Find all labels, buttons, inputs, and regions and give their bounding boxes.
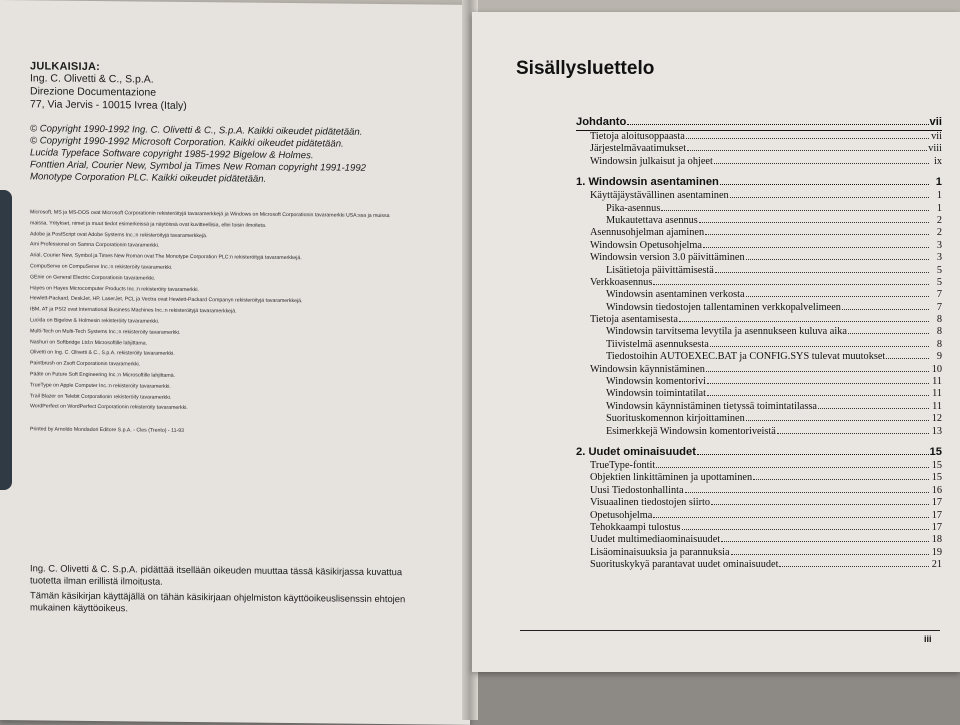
toc-page-number: ix <box>933 155 942 167</box>
trademark-line: TrueType on Apple Computer Inc.:n rekisteröity tavaramerkki. <box>30 382 171 390</box>
toc-label: Suorituskykyä parantavat uudet ominaisuudet <box>590 559 779 571</box>
toc-label: Opetusohjelma <box>590 509 653 521</box>
toc-leader-dots <box>730 197 929 198</box>
toc-page-number: 18 <box>931 534 942 546</box>
left-page-content <box>30 60 440 436</box>
toc-entry <box>576 265 942 277</box>
toc-leader-dots <box>685 492 929 493</box>
toc-entry <box>576 351 942 363</box>
toc-chapter <box>576 446 942 460</box>
copyright-block <box>30 123 440 187</box>
trademark-line: CompuServe on CompuServe Inc.:n rekisteröity tavaramerkki. <box>30 263 173 271</box>
trademark-line: Nashuri on Softbridge Ltd:n Microsoftille lahjittama. <box>30 338 148 347</box>
trademark-line: Microsoft, MS ja MS-DOS ovat Microsoft Corporationin rekisteröityjä tavaramerkkejä ja Windows on Microsoft Corporationin tavaramerkki USA:ssa ja muissa <box>30 209 390 220</box>
toc-label: Windowsin asentaminen verkosta <box>606 289 745 301</box>
publisher-line: 77, Via Jervis - 10015 Ivrea (Italy) <box>30 98 187 112</box>
copyright-line: Lucida Typeface Software copyright 1985-1992 Bigelow & Holmes. <box>30 147 314 162</box>
toc-label: Uudet multimediaominaisuudet <box>590 534 721 546</box>
toc-page-number: 16 <box>931 484 942 496</box>
toc-leader-dots <box>715 272 929 273</box>
toc-entry <box>576 388 942 400</box>
toc-leader-dots <box>721 541 929 542</box>
toc-label: Järjestelmävaatimukset <box>590 143 687 155</box>
trademark-line: Ami Professional on Samna Corporationin tavaramerkki. <box>30 241 160 250</box>
toc-page-number: 2 <box>936 227 942 239</box>
toc-label: Visuaalinen tiedostojen siirto <box>590 497 711 509</box>
toc-page-number: 19 <box>931 546 942 558</box>
toc-entry <box>576 240 942 252</box>
toc-page-number: 13 <box>931 425 942 437</box>
toc-label: Windowsin julkaisut ja ohjeet <box>590 155 713 167</box>
toc-leader-dots <box>679 321 929 322</box>
toc-page-number: 15 <box>929 445 942 458</box>
toc-leader-dots <box>707 395 929 396</box>
toc-entry <box>576 190 942 202</box>
trademark-line: IBM, AT ja PS/2 ovat International Business Machines Inc.:n rekisteröityjä tavaramerkkejä. <box>30 306 237 315</box>
toc-label: Windowsin käynnistäminen <box>590 363 705 375</box>
toc-label: Asennusohjelman ajaminen <box>590 227 705 239</box>
toc-entry <box>576 277 942 289</box>
trademark-line: Arial, Courier New, Symbol ja Times New Roman ovat The Monotype Corporation PLC:n rekisteröityjä tavaramerkkejä. <box>30 252 302 262</box>
copyright-line: Monotype Corporation PLC. Kaikki oikeudet pidätetään. <box>30 171 267 185</box>
toc-leader-dots <box>703 247 929 248</box>
trademark-line: Multi-Tech on Multi-Tech Systems Inc.:n rekisteröity tavaramerkki. <box>30 328 181 336</box>
toc-page-number: vii <box>931 131 942 142</box>
toc-label: Uusi Tiedostonhallinta <box>590 484 684 496</box>
toc-page-number: vii <box>929 116 942 128</box>
toc-page-number: 17 <box>931 497 942 509</box>
toc-leader-dots <box>653 517 929 518</box>
rights-paragraph: Tämän käsikirjan käyttäjällä on tähän käsikirjaan ohjelmiston käyttöoikeuslisenssin ehtojen mukainen käyttöoikeus. <box>30 589 406 613</box>
toc-label: Esimerkkejä Windowsin komentoriveistä <box>606 425 776 437</box>
toc-leader-dots <box>779 566 929 567</box>
toc-label: Tiivistelmä asennuksesta <box>606 338 709 350</box>
trademark-line: Lucida on Bigelow & Holmesin rekisteröity tavaramerkki. <box>30 317 160 325</box>
toc-spacer <box>576 168 942 176</box>
toc-label: Windowsin tiedostojen tallentaminen verkkopalvelimeen <box>606 301 841 313</box>
toc-label: Suorituskomennon kirjoittaminen <box>606 413 745 425</box>
publisher-block <box>30 72 440 115</box>
toc-label: TrueType-fontit <box>590 459 656 471</box>
trademark-line: maissa. Yritykset, nimet ja muut tiedot esimerkeissä ja näytöissä ovat kuvitteellisia, ellei toisin ilmoiteta. <box>30 220 267 229</box>
toc-leader-dots <box>848 333 929 334</box>
toc-entry <box>576 156 942 168</box>
toc-page-number: 1 <box>935 176 942 189</box>
toc-leader-dots <box>746 259 929 260</box>
toc-page-number: 17 <box>931 509 942 521</box>
rights-notice <box>30 562 420 620</box>
toc-label: Windowsin tarvitsema levytila ja asennukseen kuluva aika <box>606 326 847 338</box>
toc-leader-dots <box>699 222 929 223</box>
toc-entry <box>576 401 942 413</box>
toc-leader-dots <box>842 309 929 310</box>
toc-entry <box>576 559 942 571</box>
publisher-title: JULKAISIJA: <box>30 60 101 74</box>
toc-leader-dots <box>707 383 929 384</box>
toc-entry <box>576 364 942 376</box>
toc-label: Johdanto <box>576 116 627 128</box>
toc-page-number: 17 <box>931 521 942 533</box>
toc-entry <box>576 252 942 264</box>
toc-label: Mukautettava asennus <box>606 214 698 226</box>
toc-page-number: 2 <box>936 214 942 226</box>
toc-leader-dots <box>731 554 929 555</box>
toc-page-number: 11 <box>932 388 942 400</box>
right-page <box>472 12 960 672</box>
toc-entry <box>576 510 942 522</box>
toc-page-number: 7 <box>936 289 942 301</box>
publisher-line: Direzione Documentazione <box>30 85 157 99</box>
copyright-line: Fonttien Arial, Courier New, Symbol ja Times New Roman copyright 1991-1992 <box>30 159 367 174</box>
toc-page-number: 15 <box>931 459 942 471</box>
toc-leader-dots <box>777 433 929 434</box>
toc-entry <box>576 472 942 484</box>
toc-entry <box>576 376 942 388</box>
trademark-line: Trail Blazer on Telebit Corporationin rekisteröity tavaramerkki. <box>30 392 172 401</box>
toc-chapter <box>576 176 942 190</box>
toc-label: 2. Uudet ominaisuudet <box>576 445 696 458</box>
toc-entry <box>576 215 942 227</box>
toc-entry <box>576 227 942 239</box>
toc-label: Lisätietoja päivittämisestä <box>606 264 714 276</box>
page-number: iii <box>924 634 932 644</box>
toc-page-number: 11 <box>932 400 942 412</box>
trademark-line: Paintbrush on Zsoft Corporationin tavaramerkki. <box>30 360 141 368</box>
toc-page-number: 15 <box>931 472 942 484</box>
toc-page-number: 1 <box>936 202 942 214</box>
toc-leader-dots <box>661 210 929 211</box>
toc-leader-dots <box>746 420 929 421</box>
trademark-line: Olivetti on Ing. C. Olivetti & C., S.p.A. rekisteröity tavaramerkki. <box>30 349 175 358</box>
toc-entry <box>576 326 942 338</box>
toc-label: Verkkoasennus <box>590 276 653 288</box>
toc-label: Windowsin toimintatilat <box>606 388 706 400</box>
toc-page-number: 7 <box>936 301 942 313</box>
toc-label: Tietoja asentamisesta <box>590 314 678 326</box>
toc-label: Käyttäjäystävällinen asentaminen <box>590 190 729 202</box>
toc-spacer <box>576 438 942 446</box>
toc-page-number: 1 <box>936 190 942 202</box>
toc-page-number: 3 <box>936 239 942 251</box>
trademark-line: Hewlett-Packard, DeskJet, HP, LaserJet, PCL ja Vectra ovat Hewlett-Packard Companyn rekisteröityjä tavaramerkkejä. <box>30 295 303 305</box>
toc-leader-dots <box>653 284 929 285</box>
toc-entry <box>576 413 942 425</box>
toc-page-number: 3 <box>936 252 942 264</box>
toc-leader-dots <box>705 234 929 235</box>
copyright-line: © Copyright 1990-1992 Ing. C. Olivetti & C., S.p.A. Kaikki oikeudet pidätetään. <box>30 123 363 138</box>
toc-label: Tietoja aloitusoppaasta <box>590 131 685 142</box>
toc-leader-dots <box>711 504 929 505</box>
toc-page-number: 11 <box>932 376 942 388</box>
page-title: Sisällysluettelo <box>516 58 655 79</box>
toc-leader-dots <box>627 124 928 125</box>
trademark-line: Hayes on Hayes Microcomputer Products Inc.:n rekisteröity tavaramerkki. <box>30 284 199 293</box>
toc-label: Objektien linkittäminen ja upottaminen <box>590 472 753 484</box>
toc-entry <box>576 547 942 559</box>
divider <box>520 630 940 631</box>
toc-chapter <box>576 116 942 131</box>
toc-leader-dots <box>818 408 929 409</box>
toc-entry <box>576 522 942 534</box>
toc-label: Windowsin Opetusohjelma <box>590 239 702 251</box>
toc-leader-dots <box>687 150 927 151</box>
toc-entry <box>576 497 942 509</box>
toc-page-number: 12 <box>931 413 942 425</box>
toc-page-number: 10 <box>931 363 942 375</box>
trademark-list <box>30 207 430 416</box>
toc-page-number: 8 <box>936 338 942 350</box>
table-of-contents <box>576 116 942 572</box>
toc-leader-dots <box>682 529 929 530</box>
left-page <box>0 0 470 725</box>
trademark-line: WordPerfect on WordPerfect Corporationin rekisteröity tavaramerkki. <box>30 403 188 412</box>
toc-entry <box>576 143 942 155</box>
toc-page-number: viii <box>928 143 942 155</box>
publisher-line: Ing. C. Olivetti & C., S.p.A. <box>30 72 154 86</box>
toc-leader-dots <box>697 454 929 455</box>
toc-label: Windowsin käynnistäminen tietyssä toimintatilassa <box>606 400 817 412</box>
toc-label: 1. Windowsin asentaminen <box>576 176 719 189</box>
toc-label: Tehokkaampi tulostus <box>590 521 681 533</box>
toc-leader-dots <box>753 479 929 480</box>
toc-entry <box>576 203 942 215</box>
phone-edge <box>0 190 12 490</box>
toc-entry <box>576 131 942 143</box>
toc-entry <box>576 314 942 326</box>
toc-page-number: 5 <box>936 264 942 276</box>
toc-leader-dots <box>656 467 929 468</box>
trademark-line: Pääte on Future Soft Engineering Inc.:n Microsoftille lahjittamä. <box>30 371 176 379</box>
toc-label: Lisäominaisuuksia ja parannuksia <box>590 546 730 558</box>
toc-entry <box>576 534 942 546</box>
toc-leader-dots <box>886 358 929 359</box>
trademark-line: GEnie on General Electric Corporationin tavaramerkki. <box>30 274 156 282</box>
toc-page-number: 8 <box>936 326 942 338</box>
toc-leader-dots <box>686 138 929 139</box>
toc-label: Windowsin komentorivi <box>606 376 706 388</box>
rights-paragraph: Ing. C. Olivetti & C. S.p.A. pidättää itsellään oikeuden muuttaa tässä käsikirjassa kuvattua tuotetta ilman erillistä ilmoitusta. <box>30 562 403 587</box>
toc-page-number: 21 <box>931 559 942 571</box>
toc-page-number: 9 <box>936 351 942 363</box>
copyright-line: © Copyright 1990-1992 Microsoft Corporation. Kaikki oikeudet pidätetään. <box>30 135 344 150</box>
toc-leader-dots <box>710 346 929 347</box>
toc-page-number: 5 <box>936 276 942 288</box>
toc-page-number: 8 <box>936 314 942 326</box>
toc-label: Pika-asennus <box>606 202 661 214</box>
toc-leader-dots <box>746 296 929 297</box>
toc-entry <box>576 302 942 314</box>
toc-entry <box>576 339 942 351</box>
toc-entry <box>576 426 942 438</box>
toc-leader-dots <box>714 163 929 164</box>
toc-entry <box>576 485 942 497</box>
toc-entry <box>576 289 942 301</box>
trademark-line: Adobe ja PostScript ovat Adobe Systems Inc.:n rekisteröityjä tavaramerkkejä. <box>30 230 208 239</box>
toc-label: Tiedostoihin AUTOEXEC.BAT ja CONFIG.SYS tulevat muutokset <box>606 351 886 363</box>
printer-credit: Printed by Arnoldo Mondadori Editore S.p.A. - Cles (Trento) - 11-93 <box>30 426 184 435</box>
toc-label: Windowsin version 3.0 päivittäminen <box>590 252 745 264</box>
toc-leader-dots <box>706 371 929 372</box>
toc-entry <box>576 460 942 472</box>
toc-leader-dots <box>720 184 929 185</box>
